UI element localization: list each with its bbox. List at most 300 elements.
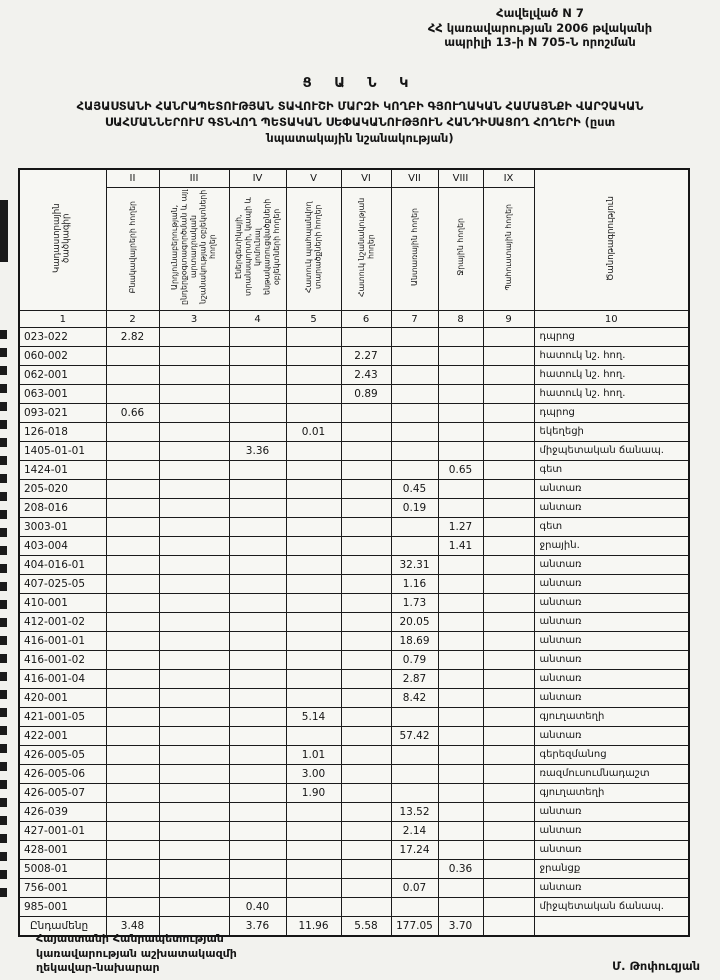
cell-value [391,518,438,537]
cell-value [483,328,534,347]
cell-value [159,442,229,461]
cell-value [341,632,391,651]
cell-value [229,841,286,860]
column-roman-VII: VII [391,169,438,188]
row-code: 421-001-05 [19,708,106,727]
cell-value [229,537,286,556]
row-code: 410-001 [19,594,106,613]
row-code: 404-016-01 [19,556,106,575]
row-code: 403-004 [19,537,106,556]
cell-value [159,347,229,366]
column-header-label-II: Բնակավայրերի հողեր [127,200,137,294]
cell-value [341,575,391,594]
cell-value [106,670,159,689]
cell-value [106,727,159,746]
row-code: 205-020 [19,480,106,499]
column-header-label-III: Արդյունաբերության, ընդերքօգտագործման և այլ արտադրական նշանակության օբյեկտների հողեր [170,189,218,305]
cell-value [438,480,483,499]
row-note: գերեզմանոց [534,746,689,765]
cell-value [438,651,483,670]
cell-value [483,575,534,594]
column-number-1: 1 [19,311,106,328]
cell-value [483,442,534,461]
column-roman-VIII: VIII [438,169,483,188]
cell-value [483,632,534,651]
column-number-3: 3 [159,311,229,328]
cell-value [341,803,391,822]
cell-value [229,822,286,841]
table-row [19,575,689,594]
column-header-II [106,188,159,311]
cell-value [106,689,159,708]
cell-value [106,385,159,404]
cell-value [483,708,534,727]
cell-value [341,879,391,898]
cell-value [438,879,483,898]
cell-value [483,613,534,632]
cell-value: 32.31 [391,556,438,575]
cell-value [483,822,534,841]
cell-value: 0.65 [438,461,483,480]
cell-value [341,328,391,347]
cell-value [483,385,534,404]
row-note: անտառ [534,651,689,670]
header-roman-row [19,169,689,188]
cell-value [391,746,438,765]
cell-value [229,404,286,423]
row-note: հատուկ նշ. հող. [534,366,689,385]
cell-value [159,898,229,917]
table-row [19,765,689,784]
row-code: 060-002 [19,347,106,366]
title-line-2: ՍԱՀՄԱՆՆԵՐՈՒՄ ԳՏՆՎՈՂ ՊԵՏԱԿԱՆ ՍԵՓԱԿԱՆՈՒԹՅՈՒՆ ՀԱՆԴԻՍԱՑՈՂ ՀՈՂԵՐԻ (ըստ [104,115,616,129]
row-note: անտառ [534,727,689,746]
cell-value [438,556,483,575]
cell-value [229,651,286,670]
cell-value [341,499,391,518]
cell-value [438,594,483,613]
row-code: 428-001 [19,841,106,860]
table-row [19,822,689,841]
cell-value [438,328,483,347]
cell-value [341,784,391,803]
appendix-line-1: Հավելված N 7 [496,6,584,20]
cell-value [438,784,483,803]
table-row [19,461,689,480]
row-code: 5008-01 [19,860,106,879]
row-code: 412-001-02 [19,613,106,632]
cell-value [159,822,229,841]
row-note: անտառ [534,613,689,632]
cell-value [483,518,534,537]
cell-value [106,651,159,670]
cell-value [341,708,391,727]
cell-value [341,841,391,860]
column-number-4: 4 [229,311,286,328]
row-note: անտառ [534,879,689,898]
row-note: անտառ [534,499,689,518]
cell-value [341,442,391,461]
document-heading: Ց Ա Ն Կ [302,76,418,91]
row-code: 426-039 [19,803,106,822]
cell-value [286,841,341,860]
row-code: 416-001-01 [19,632,106,651]
table-row [19,613,689,632]
cell-value [286,651,341,670]
cell-value [341,651,391,670]
cell-value [391,461,438,480]
column-header-IV [229,188,286,311]
cell-value: 1.27 [438,518,483,537]
cell-value [341,518,391,537]
cell-value [286,537,341,556]
total-value: 5.58 [341,917,391,937]
cell-value [106,518,159,537]
cell-value [229,613,286,632]
table-body [19,328,689,937]
cell-value [229,499,286,518]
cell-value [106,841,159,860]
cell-value [286,499,341,518]
row-note: անտառ [534,822,689,841]
table-row [19,879,689,898]
signature-name: Մ. Թոփուզյան [612,959,700,973]
cell-value [229,670,286,689]
cell-value [483,423,534,442]
cell-value [391,708,438,727]
column-number-2: 2 [106,311,159,328]
cell-value [106,366,159,385]
cell-value: 20.05 [391,613,438,632]
cell-value [341,765,391,784]
cell-value [483,860,534,879]
cell-value [341,594,391,613]
row-code: 1405-01-01 [19,442,106,461]
row-note: անտառ [534,670,689,689]
cell-value: 8.42 [391,689,438,708]
cell-value [438,423,483,442]
cell-value [286,556,341,575]
cell-value [229,518,286,537]
cell-value [229,347,286,366]
cell-value: 1.16 [391,575,438,594]
appendix-line-3: ապրիլի 13-ի N 705-Ն որոշման [444,35,636,49]
cell-value [483,803,534,822]
cell-value [286,328,341,347]
cell-value: 0.66 [106,404,159,423]
note-column-header [534,169,689,311]
row-code: 426-005-05 [19,746,106,765]
cell-value [438,727,483,746]
row-note: անտառ [534,841,689,860]
cell-value [229,689,286,708]
cell-value [483,784,534,803]
cell-value [159,499,229,518]
table-row [19,366,689,385]
row-note: գետ [534,461,689,480]
table-row [19,746,689,765]
cell-value [286,803,341,822]
cell-value [286,632,341,651]
cell-value [106,803,159,822]
cell-value [483,480,534,499]
cell-value [391,404,438,423]
table-row [19,480,689,499]
row-code: 427-001-01 [19,822,106,841]
cell-value [391,442,438,461]
cell-value [286,575,341,594]
cell-value [106,765,159,784]
cell-value [106,822,159,841]
cell-value [106,575,159,594]
cell-value [483,841,534,860]
table-row [19,841,689,860]
total-label: Ընդամենը [19,917,106,937]
cell-value [286,347,341,366]
cell-value [438,404,483,423]
cell-value: 2.43 [341,366,391,385]
cell-value [438,822,483,841]
cell-value [159,366,229,385]
total-value [483,917,534,937]
cell-value [159,765,229,784]
cell-value [438,442,483,461]
cell-value [229,727,286,746]
cell-value [229,461,286,480]
cell-value [483,898,534,917]
column-header-label-VIII: Ջրային հողեր [455,218,465,276]
cell-value [483,746,534,765]
table-row [19,689,689,708]
cell-value [438,366,483,385]
cell-value [159,879,229,898]
cell-value [159,727,229,746]
table-row [19,784,689,803]
cell-value: 0.40 [229,898,286,917]
cell-value [341,898,391,917]
cell-value [159,708,229,727]
cell-value: 2.27 [341,347,391,366]
title-line-1: ՀԱՅԱՍՏԱՆԻ ՀԱՆՐԱՊԵՏՈՒԹՅԱՆ ՏԱՎՈՒՇԻ ՄԱՐԶԻ ԿՈՂԲԻ ԳՅՈՒՂԱԿԱՆ ՀԱՄԱՅՆՔԻ ՎԱՐՉԱԿԱՆ [76,99,644,113]
cell-value [106,613,159,632]
cell-value: 2.87 [391,670,438,689]
cell-value [341,461,391,480]
cell-value [286,594,341,613]
cell-value [286,461,341,480]
cell-value: 2.82 [106,328,159,347]
cell-value [438,746,483,765]
row-note: անտառ [534,575,689,594]
cell-value [341,670,391,689]
cell-value [483,404,534,423]
column-header-label-IV: Էներգետիկայի, տրանսպորտի, կապի և կոմունալ ենթակառուցվածքների օբյեկտների հողեր [233,197,281,297]
row-code: 126-018 [19,423,106,442]
cell-value [159,385,229,404]
cell-value [341,822,391,841]
cell-value [106,632,159,651]
cell-value [438,765,483,784]
cell-value [159,841,229,860]
table-row [19,708,689,727]
cell-value [229,480,286,499]
cell-value [341,727,391,746]
column-roman-II: II [106,169,159,188]
cell-value [286,727,341,746]
cell-value [229,632,286,651]
cell-value [341,746,391,765]
row-note: միջպետական ճանապ. [534,442,689,461]
cell-value [229,328,286,347]
table-row [19,670,689,689]
cell-value [483,670,534,689]
cell-value [229,765,286,784]
row-code: 426-005-07 [19,784,106,803]
row-note: եկեղեցի [534,423,689,442]
row-code: 407-025-05 [19,575,106,594]
table-row [19,499,689,518]
cell-value [286,689,341,708]
cell-value [106,347,159,366]
cell-value [341,556,391,575]
row-code: 426-005-06 [19,765,106,784]
cell-value [438,613,483,632]
cell-value: 0.01 [286,423,341,442]
cell-value [391,385,438,404]
cell-value [483,347,534,366]
table-row [19,442,689,461]
cell-value [229,594,286,613]
cell-value [159,480,229,499]
cell-value [286,366,341,385]
cell-value [286,860,341,879]
column-number-7: 7 [391,311,438,328]
row-code: 023-022 [19,328,106,347]
cell-value [391,328,438,347]
cell-value [483,651,534,670]
scan-edge-marks [0,330,7,902]
cell-value [159,784,229,803]
cell-value: 0.79 [391,651,438,670]
cell-value [159,328,229,347]
row-note: անտառ [534,594,689,613]
row-note: անտառ [534,632,689,651]
cell-value [391,423,438,442]
cell-value [106,860,159,879]
row-code: 063-001 [19,385,106,404]
header-number-row [19,311,689,328]
table-row [19,556,689,575]
cell-value [483,366,534,385]
total-value: 3.48 [106,917,159,937]
signatory-line-2: կառավարության աշխատակազմի [36,946,237,960]
cell-value [483,499,534,518]
cell-value [229,879,286,898]
cell-value [438,575,483,594]
cell-value [286,670,341,689]
cell-value: 0.36 [438,860,483,879]
cell-value [229,708,286,727]
cell-value [159,537,229,556]
table-row [19,727,689,746]
table-row [19,898,689,917]
cell-value: 0.89 [341,385,391,404]
document-title [8,98,712,146]
table-row [19,423,689,442]
table-row [19,537,689,556]
cell-value [286,442,341,461]
cell-value: 0.45 [391,480,438,499]
column-number-10: 10 [534,311,689,328]
row-code: 416-001-02 [19,651,106,670]
cell-value [106,784,159,803]
cell-value [438,499,483,518]
cell-value [483,461,534,480]
column-roman-III: III [159,169,229,188]
row-note: անտառ [534,556,689,575]
note-column-header-label: Ծանոթագրություն [605,195,616,281]
cell-value: 0.19 [391,499,438,518]
signatory-title [36,932,237,976]
cell-value: 3.00 [286,765,341,784]
land-table [18,168,690,937]
table-row [19,860,689,879]
cell-value [106,461,159,480]
title-line-3: նպատակային նշանակության) [266,131,454,145]
cell-value [106,708,159,727]
column-roman-IX: IX [483,169,534,188]
cell-value [341,480,391,499]
cell-value: 1.90 [286,784,341,803]
cell-value [438,670,483,689]
row-note: դպրոց [534,404,689,423]
cell-value [229,746,286,765]
cell-value [286,518,341,537]
table-row [19,803,689,822]
row-code: 985-001 [19,898,106,917]
cell-value [438,385,483,404]
appendix-line-2: ՀՀ կառավարության 2006 թվականի [427,20,653,35]
cell-value [391,366,438,385]
row-note: գետ [534,518,689,537]
total-note [534,917,689,937]
cell-value [286,822,341,841]
cell-value [159,461,229,480]
cell-value [286,385,341,404]
table-row [19,594,689,613]
cell-value [229,366,286,385]
cell-value [391,784,438,803]
cell-value: 1.73 [391,594,438,613]
cell-value [341,537,391,556]
cell-value [229,575,286,594]
cell-value [106,537,159,556]
row-note: ռազմուսումնադաշտ [534,765,689,784]
cell-value [391,765,438,784]
cell-value: 13.52 [391,803,438,822]
cadastral-code-header [19,169,106,311]
column-number-9: 9 [483,311,534,328]
row-note: ջրանցք [534,860,689,879]
total-value: 3.76 [229,917,286,937]
row-code: 420-001 [19,689,106,708]
cell-value: 17.24 [391,841,438,860]
cell-value [391,537,438,556]
cell-value [106,898,159,917]
column-number-8: 8 [438,311,483,328]
column-roman-IV: IV [229,169,286,188]
column-header-label-VII: Անտառային հողեր [409,208,419,286]
cell-value: 0.07 [391,879,438,898]
